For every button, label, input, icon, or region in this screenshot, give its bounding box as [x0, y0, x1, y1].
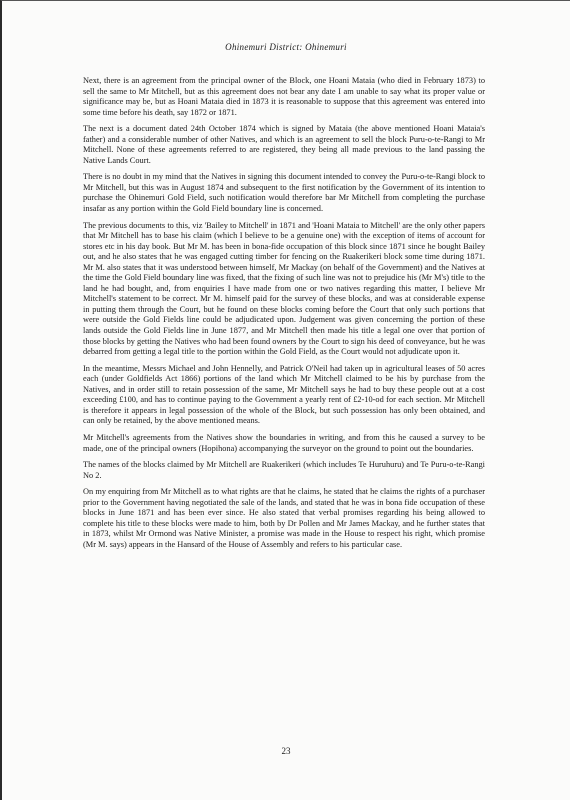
paragraph-1: Next, there is an agreement from the principal owner of the Block, one Hoani Mataia (who died in February 1873) to sell the same to Mr Mitchell, but as this agreement does not bear any date I am unable to say what its proper value or significance may be, but as Hoani Mataia died in 1873 it is reasonable to suppose that this agreement was entered into some time before his death, say 1872 or 1871. — [83, 76, 485, 117]
paragraph-6: Mr Mitchell's agreements from the Natives show the boundaries in writing, and from this he caused a survey to be made, one of the principal owners (Hopihona) accompanying the surveyor on the ground to point out the boundaries. — [83, 432, 485, 453]
paragraph-7: The names of the blocks claimed by Mr Mitchell are Ruakerikeri (which includes Te Huruhuru) and Te Puru-o-te-Rangi No 2. — [83, 460, 485, 480]
running-header: Ohinemuri District: Ohinemuri — [225, 42, 347, 52]
paragraph-8: On my enquiring from Mr Mitchell as to what rights are that he claims, he stated that he claims the rights of a purchaser prior to the Government having negotiated the sale of the lands, and stated that he was in bona fide occupation of these blocks in June 1871 and has been ever since. He also stated that verbal promises regarding his being allowed to complete his title to these blocks were made to him, both by Dr Pollen and Mr James Mackay, and he further states that in 1873, whilst Mr Ormond was Native Minister, a promise was made in the House to respect his right, which promise (Mr M. says) appears in the Hansard of the House of Assembly and refers to his particular case. — [83, 487, 485, 549]
paragraph-3: There is no doubt in my mind that the Natives in signing this document intended to convey the Puru-o-te-Rangi block to Mr Mitchell, but this was in August 1874 and subsequent to the first notification by the Government of its intention to purchase the Ohinemuri Gold Field, such notification would therefore bar Mr Mitchell from completing the purchase insafar as any portion within the Gold Field boundary line is concerned. — [83, 172, 485, 214]
paragraph-5: In the meantime, Messrs Michael and John Hennelly, and Patrick O'Neil had taken up in agricultural leases of 50 acres each (under Goldfields Act 1866) portions of the land which Mr Mitchell claimed to be his by purchase from the Natives, and in order still to retain possession of the same, Mr Mitchell says he had to buy these people out at a cost exceeding £100, and has to continue paying to the Government a yearly rent of £2-10-od for each section. Mr Mitchell is therefore it appears in legal possession of the whole of the Block, but such possession has only been obtained, and can only be retained, by the above mentioned means. — [83, 363, 485, 426]
page-number: 23 — [281, 746, 291, 756]
body-text — [83, 76, 485, 556]
paragraph-4: The previous documents to this, viz 'Bailey to Mitchell' in 1871 and 'Hoani Mataia to Mitchell' are the only other papers that Mr Mitchell has to base his claim (which I believe to be a genuine one) with the exception of items of account for stores etc in his day book. But Mr M. has been in bona-fide occupation of this block since 1871 since he bought Bailey out, and he also states that he was engaged cutting timber for fencing on the Ruakerikeri block some time during 1871. Mr M. also states that it was understood between himself, Mr Mackay (on behalf of the Government) and the Natives at the time the Gold Field boundary line was fixed, that the fixing of such line was not to prejudice his (Mr M's) title to the land he had bought, and, from enquiries I have made from one or two natives regarding this matter, I believe Mr Mitchell's statement to be correct. Mr M. himself paid for the survey of these blocks, and was at considerable expense in putting them through the Court, but he found on these blocks coming before the Court that only such portions that were outside the Gold Fields line could be adjudicated upon. Judgement was given concerning the portion of these lands outside the Gold Fields line in June 1877, and Mr Mitchell then made his title a legal one over that portion of those blocks by getting the Natives who had been found owners by the Court to sign his deed of conveyance, but he was debarred from getting a legal title to the portion within the Gold Field, as the Court would not adjudicate upon it. — [83, 220, 485, 357]
paragraph-2: The next is a document dated 24th October 1874 which is signed by Mataia (the above mentioned Hoani Mataia's father) and a considerable number of other Natives, and which is an agreement to sell the block Puru-o-te-Rangi to Mr Mitchell. None of these agreements referred to are registered, they being all made previous to the land passing the Native Lands Court. — [83, 124, 485, 165]
